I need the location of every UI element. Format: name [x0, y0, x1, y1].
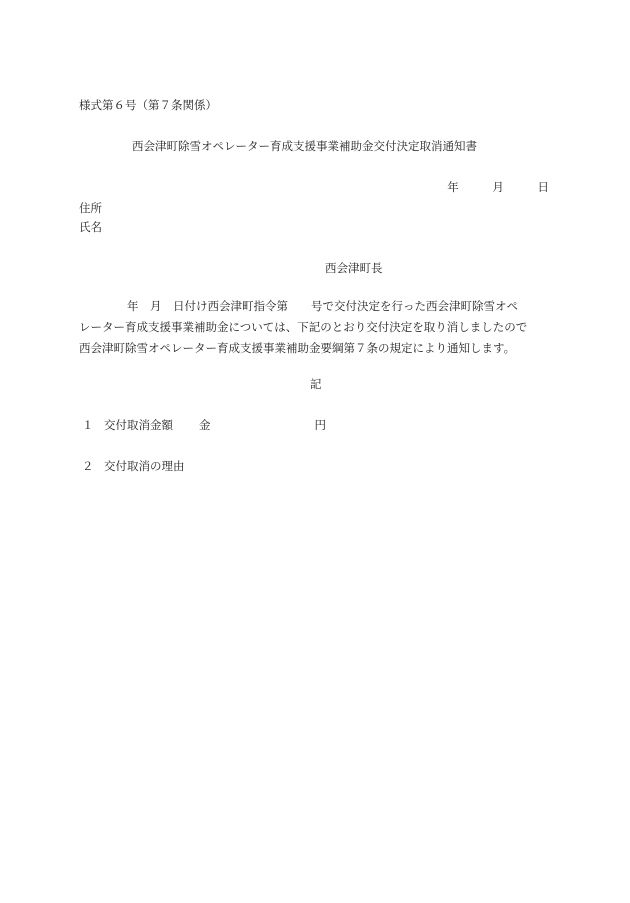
form-number: 様式第６号（第７条関係） — [79, 98, 217, 112]
ki-heading: 記 — [310, 377, 322, 391]
item-label: 交付取消金額 — [104, 418, 173, 432]
document-title: 西会津町除雪オペレーター育成支援事業補助金交付決定取消通知書 — [132, 139, 477, 153]
mayor-title: 西会津町長 — [325, 261, 383, 275]
item-cancel-reason — [82, 458, 185, 474]
date-day-label: 日 — [537, 180, 549, 194]
item-number: ２ — [82, 459, 94, 473]
notice-body — [79, 296, 559, 359]
notice-body-line: 西会津町除雪オペレーター育成支援事業補助金要綱第７条の規定により通知します。 — [79, 341, 516, 355]
amount-prefix: 金 — [199, 418, 211, 432]
item-number: １ — [82, 418, 94, 432]
date-year-label: 年 — [447, 180, 459, 194]
item-label: 交付取消の理由 — [104, 459, 185, 473]
date-month-label: 月 — [492, 180, 504, 194]
amount-unit: 円 — [314, 418, 326, 432]
notice-body-line: 年 月 日付け西会津町指令第 号で交付決定を行った西会津町除雪オペ — [127, 299, 518, 313]
item-cancel-amount — [82, 417, 326, 433]
date-line — [447, 179, 549, 195]
notice-body-line: レーター育成支援事業補助金については、下記のとおり交付決定を取り消しましたので — [79, 320, 528, 334]
address-label: 住所 — [79, 201, 102, 215]
name-label: 氏名 — [79, 220, 102, 234]
